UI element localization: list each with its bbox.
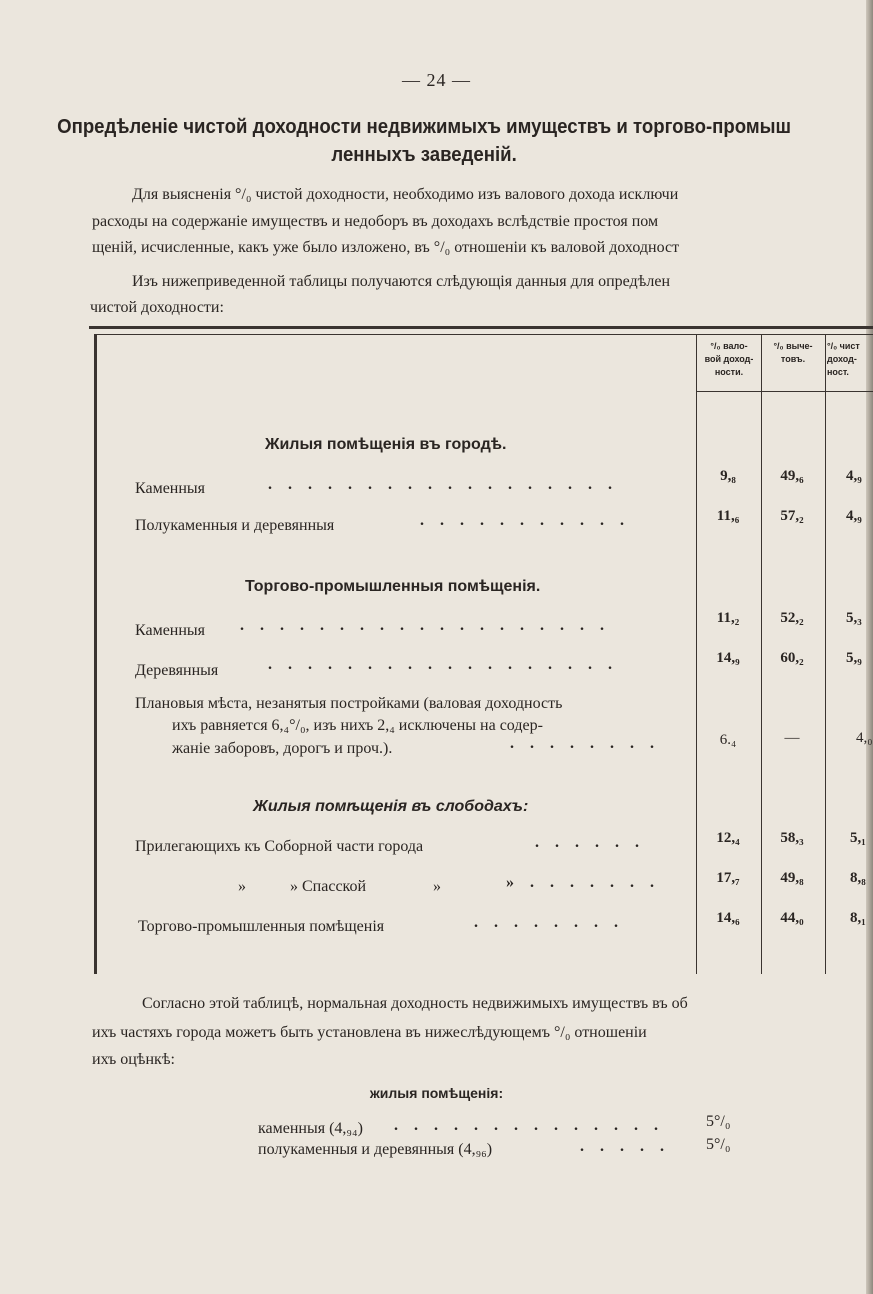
leader-dots: . . . . . . . . . . . . . . (394, 1117, 664, 1134)
intro-line-3: щеній, исчисленные, какъ уже было изложено, въ °/₀ отношеніи къ валовой доходност (92, 239, 680, 256)
leader-dots: » . . . . . . . (506, 874, 660, 891)
row-label: Прилегающихъ къ Соборной части города (135, 838, 424, 855)
cell-deduct: 52,₂ (780, 610, 804, 626)
intro2-line-2: чистой доходности: (90, 299, 224, 316)
cell-deduct: 60,₂ (780, 650, 804, 666)
row-label: Каменныя (135, 480, 206, 497)
cell-gross: 11,₂ (716, 610, 740, 626)
cell-gross: 9,₈ (720, 468, 736, 484)
cell-net: 8,₈ (850, 870, 866, 886)
section-heading: Торгово-промышленныя помѣщенія. (245, 578, 541, 595)
row-label: Деревянныя (135, 662, 219, 679)
summary-row-label: каменныя (4,₉₄) (258, 1120, 363, 1137)
table-top-rule (89, 326, 873, 329)
leader-dots: . . . . . . . . . . . . . . . . . . (268, 476, 618, 493)
conclusion-line-1: Согласно этой таблицѣ, нормальная доходность недвижимыхъ имуществъ въ об (142, 995, 688, 1012)
page-number: — 24 — (402, 70, 471, 90)
row-label-ditto: » (238, 878, 246, 895)
cell-deduct: 57,₂ (780, 508, 804, 524)
cell-net: 4,₀ (856, 730, 873, 746)
leader-dots: . . . . . . . . . . . . . . . . . . (268, 656, 618, 673)
leader-dots: . . . . . . . . (474, 914, 624, 931)
cell-net: 5,₁ (850, 830, 866, 846)
leader-dots: . . . . . . . . . . . (420, 512, 630, 529)
cell-gross: 12,₄ (716, 830, 740, 846)
table-left-rule (94, 334, 97, 974)
conclusion-line-3: ихъ оцѣнкѣ: (92, 1051, 175, 1068)
header-underline (696, 391, 873, 392)
cell-net: 4,₉ (846, 508, 862, 524)
cell-deduct: 44,₀ (780, 910, 804, 926)
cell-gross: 11,₆ (716, 508, 740, 524)
intro2-line-1: Изъ нижеприведенной таблицы получаются слѣдующія данныя для опредѣлен (132, 273, 670, 290)
title-line-1: Опредѣленіе чистой доходности недвижимыхъ имуществъ и торгово-промыш (57, 116, 792, 138)
leader-dots: . . . . . . . . (510, 735, 660, 752)
intro-line-1: Для выясненія °/₀ чистой доходности, необходимо изъ валового дохода исключи (132, 186, 679, 203)
cell-deduct: 49,₈ (780, 870, 804, 886)
section-heading: Жилыя помѣщенія въ слободахъ: (253, 798, 529, 815)
leader-dots: . . . . . . . . . . . . . . . . . . . (240, 617, 610, 634)
cell-gross: 14,₆ (716, 910, 740, 926)
intro-line-2: расходы на содержаніе имуществъ и недоборъ въ доходахъ вслѣдствіе простоя пом (92, 213, 659, 230)
cell-gross: 17,₇ (716, 870, 740, 886)
row-label: Торгово-промышленныя помѣщенія (138, 918, 385, 935)
page-title (40, 113, 808, 169)
section-heading: Жилыя помѣщенія въ городѣ. (265, 436, 507, 453)
cell-net: 8,₁ (850, 910, 866, 926)
header-gross: °/₀ вало- вой доход- ности. (704, 341, 754, 377)
cell-net: 5,₃ (846, 610, 862, 626)
table-inner-rule (94, 334, 873, 335)
plan-line-1: Плановыя мѣста, незанятыя постройками (валовая доходность (135, 695, 563, 712)
row-label-spasskaya: » Спасской (290, 878, 367, 895)
cell-deduct: 49,₆ (780, 468, 804, 484)
row-label-ditto: » (433, 878, 441, 895)
row-label: Каменныя (135, 622, 206, 639)
row-label: Полукаменныя и деревянныя (135, 517, 335, 534)
title-line-2: ленныхъ заведеній. (331, 144, 517, 166)
cell-deduct: — (784, 730, 800, 746)
leader-dots: . . . . . . (535, 834, 645, 851)
plan-line-2: ихъ равняется 6,₄°/₀, изъ нихъ 2,₄ исключены на содер- (172, 717, 543, 734)
cell-gross: 14,₉ (716, 650, 740, 666)
cell-net: 5,₉ (846, 650, 862, 666)
summary-row-value: 5°/₀ (706, 1113, 731, 1130)
cell-net: 4,₉ (846, 468, 862, 484)
column-divider (825, 334, 826, 974)
summary-row-label: полукаменныя и деревянныя (4,₉₆) (258, 1141, 493, 1158)
plan-line-3: жаніе заборовъ, дорогъ и проч.). (172, 740, 393, 757)
summary-row-value: 5°/₀ (706, 1136, 731, 1153)
cell-deduct: 58,₃ (780, 830, 804, 846)
leader-dots: . . . . . (580, 1138, 670, 1155)
header-net: °/₀ чист доход- ност. (827, 341, 860, 377)
conclusion-line-2: ихъ частяхъ города можетъ быть установлена въ нижеслѣдующемъ °/₀ отношеніи (92, 1024, 647, 1041)
header-deductions: °/₀ выче- товъ. (773, 341, 813, 364)
cell-gross: 6.₄ (719, 732, 737, 748)
summary-heading: жилыя помѣщенія: (369, 1085, 504, 1101)
